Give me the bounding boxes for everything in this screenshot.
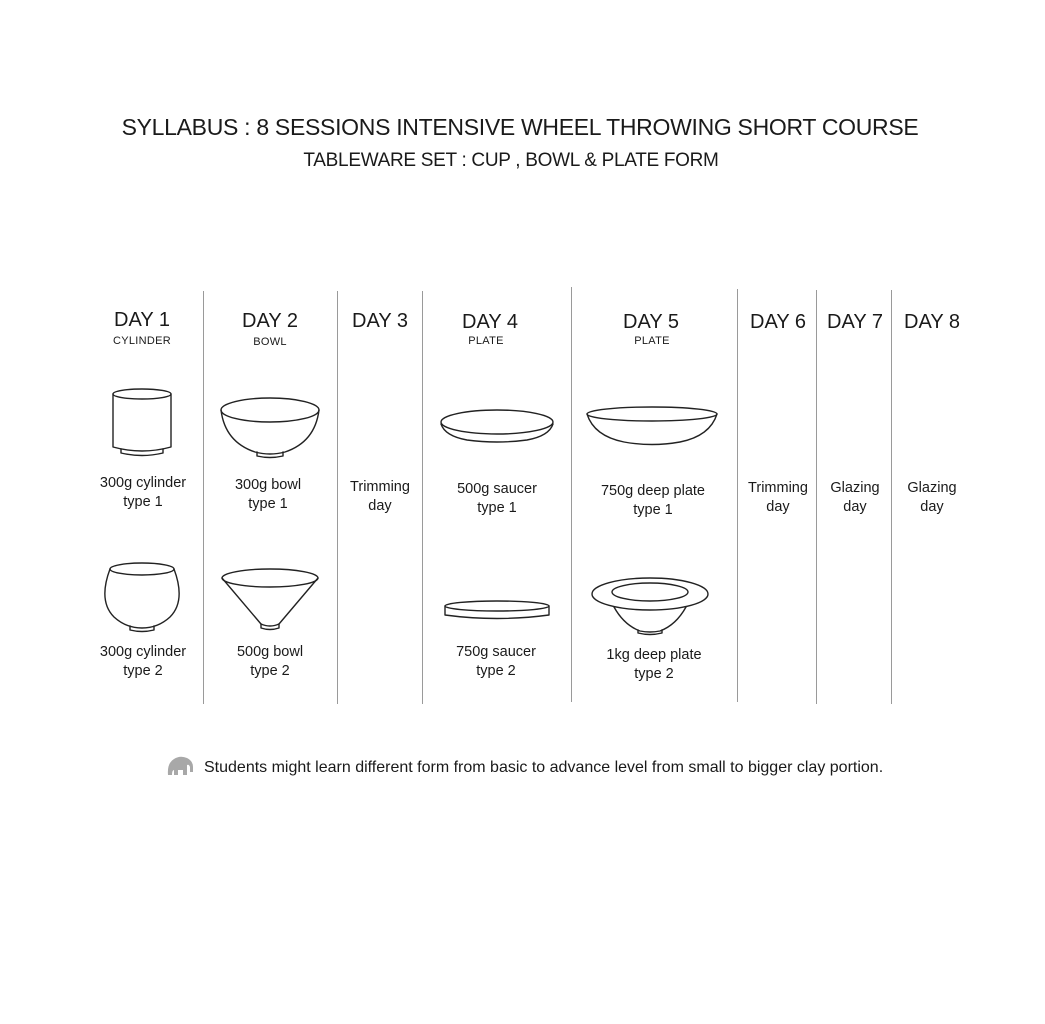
day-5-label: DAY 5 bbox=[623, 311, 679, 333]
activity-line: Trimming bbox=[350, 479, 410, 495]
day-1-subtitle: CYLINDER bbox=[112, 335, 172, 347]
caption-line: type 1 bbox=[248, 496, 288, 512]
deep-plate-icon bbox=[584, 402, 720, 452]
day-2-item-2-caption bbox=[200, 643, 340, 681]
day-4-item-2-caption bbox=[426, 643, 566, 681]
day-5-item-2-caption bbox=[584, 646, 724, 684]
caption-line: 750g deep plate bbox=[600, 483, 705, 499]
elephant-icon bbox=[166, 755, 196, 777]
saucer-icon bbox=[437, 402, 557, 452]
day-5-item-1-caption bbox=[583, 482, 723, 520]
cylinder-cup-icon bbox=[107, 383, 177, 463]
day-4-subtitle: PLATE bbox=[468, 335, 504, 347]
caption-line: type 2 bbox=[250, 663, 290, 679]
caption-line: 500g saucer bbox=[457, 481, 537, 497]
syllabus-title: SYLLABUS : 8 SESSIONS INTENSIVE WHEEL THROWING SHORT COURSE bbox=[121, 114, 919, 140]
caption-line: 500g bowl bbox=[236, 644, 304, 660]
caption-line: type 1 bbox=[477, 500, 517, 516]
day-1-label: DAY 1 bbox=[114, 309, 170, 331]
round-cup-icon bbox=[102, 557, 182, 637]
day-4-item-1-caption bbox=[427, 480, 567, 518]
day-5-subtitle: PLATE bbox=[634, 335, 670, 347]
day-4-label: DAY 4 bbox=[462, 311, 518, 333]
course-note: Students might learn different form from basic to advance level from small to bigger clay portion. bbox=[204, 759, 884, 776]
rimmed-deep-plate-icon bbox=[588, 573, 712, 637]
activity-line: Glazing bbox=[830, 480, 880, 496]
syllabus-subtitle: TABLEWARE SET : CUP , BOWL & PLATE FORM bbox=[303, 150, 719, 171]
activity-line: Glazing bbox=[907, 480, 957, 496]
day-3-label: DAY 3 bbox=[352, 310, 408, 332]
day-1-item-2-caption bbox=[73, 643, 213, 681]
caption-line: type 1 bbox=[123, 494, 163, 510]
caption-line: type 2 bbox=[634, 666, 674, 682]
round-bowl-icon bbox=[215, 390, 325, 460]
day-2-subtitle: BOWL bbox=[253, 336, 287, 348]
day-6-label: DAY 6 bbox=[750, 311, 806, 333]
conical-bowl-icon bbox=[215, 562, 325, 642]
column-divider bbox=[571, 287, 572, 702]
flat-saucer-icon bbox=[441, 597, 553, 627]
day-2-label: DAY 2 bbox=[242, 310, 298, 332]
caption-line: 300g cylinder bbox=[99, 475, 187, 491]
activity-line: day bbox=[843, 499, 867, 515]
caption-line: 300g cylinder bbox=[99, 644, 187, 660]
caption-line: 1kg deep plate bbox=[606, 647, 702, 663]
caption-line: type 2 bbox=[123, 663, 163, 679]
activity-line: day bbox=[368, 498, 392, 514]
caption-line: 750g saucer bbox=[456, 644, 536, 660]
activity-line: Trimming bbox=[748, 480, 808, 496]
activity-line: day bbox=[766, 499, 790, 515]
day-8-activity bbox=[862, 479, 1002, 517]
caption-line: type 2 bbox=[476, 663, 516, 679]
activity-line: day bbox=[920, 499, 944, 515]
day-1-item-1-caption bbox=[73, 474, 213, 512]
day-8-label: DAY 8 bbox=[904, 311, 960, 333]
caption-line: 300g bowl bbox=[234, 477, 302, 493]
day-7-label: DAY 7 bbox=[827, 311, 883, 333]
caption-line: type 1 bbox=[633, 502, 673, 518]
